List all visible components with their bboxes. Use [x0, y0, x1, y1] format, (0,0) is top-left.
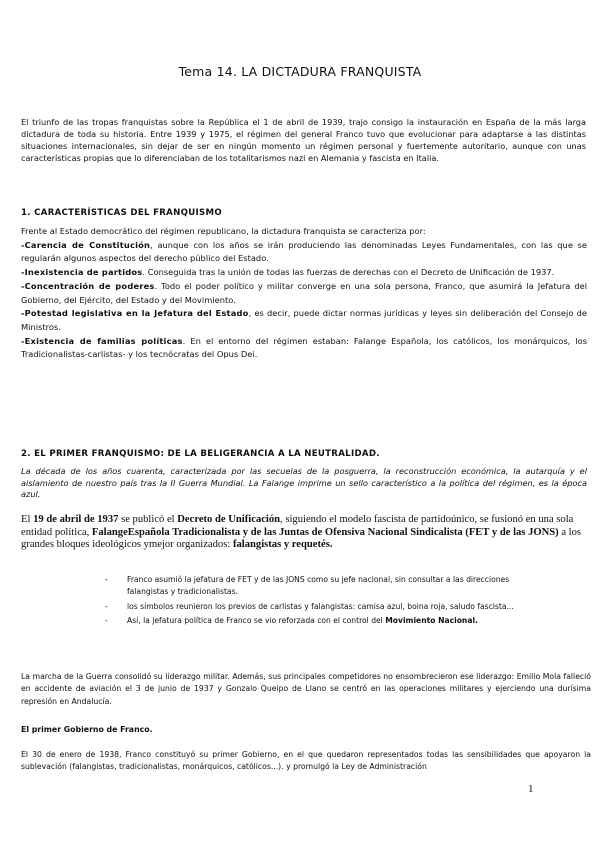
- characteristic-text: . Conseguida tras la unión de todas las fuerzas de derechas con el Decreto de Unificación de 1937.: [142, 267, 555, 278]
- characteristic-text: . En el entorno del régimen estaban: Falange Española, los católicos, los monárquicos, los Tradicionalistas-carlistas- y los tecnócratas del Opus Dei.: [21, 335, 588, 360]
- page-number: 1: [528, 783, 534, 795]
- characteristic-item: [21, 307, 587, 334]
- characteristic-text: , aunque con los años se irán produciendo las denominadas Leyes Fundamentales, con las que se regularán algunos aspectos del derecho público del Estado.: [21, 239, 587, 264]
- page-title: Tema 14. LA DICTADURA FRANQUISTA: [178, 64, 422, 79]
- decree-paragraph: [21, 514, 587, 552]
- bullet-text: Así, la jefatura política de Franco se vio reforzada con el control del: [127, 616, 386, 626]
- characteristic-term: -Inexistencia de partidos: [21, 267, 143, 278]
- characteristic-term: -Existencia de familias políticas: [21, 335, 183, 346]
- decree-text: a los grandes bloques ideológicos ymejor organizados:: [21, 526, 582, 551]
- section-2-heading: 2. EL PRIMER FRANQUISMO: DE LA BELIGERANCIA A LA NEUTRALIDAD.: [21, 449, 380, 459]
- war-paragraph: La marcha de la Guerra consolidó su liderazgo militar. Además, sus principales competidores no ensombrecieron ese liderazgo: Emilio Mola falleció en accidente de aviación el 3 de junio de 1937 y Gonzalo Queipo de Llano se centró en las operaciones militares y ejerciendo una durísima represión en Andalucía.: [21, 672, 591, 706]
- decree-text: El: [21, 514, 34, 525]
- dash-bullet: -: [105, 575, 108, 584]
- bullet-text: Franco asumió la jefatura de FET y de las JONS como su jefe nacional, sin consultar a las direcciones falangistas y tradicionalistas.: [127, 575, 510, 597]
- government-paragraph: El 30 de enero de 1938, Franco constituyó su primer Gobierno, en el que quedaron representados todas las sensibilidades que apoyaron la sublevación (falangistas, tradicionalistas, monárquicos, católicos...). y promulgó la Ley de Administración: [21, 750, 591, 772]
- decree-text: , siguiendo el modelo fascista de partidoúnico, se fusionó en una sola entidad política,: [21, 514, 574, 538]
- characteristic-item: [21, 280, 587, 307]
- bullet-text: los símbolos reunieron los previos de carlistas y falangistas: camisa azul, boina roja, saludo fascista...: [127, 601, 514, 611]
- characteristic-text: . Todo el poder político y militar converge en una sola persona, Franco, que asumirá la Jefatura del Gobierno, del Ejército, del Estado y del Movimiento.: [21, 280, 587, 305]
- characteristic-item: [21, 266, 587, 280]
- characteristic-term: -Carencia de Constitución: [21, 239, 151, 250]
- section-1-body: [21, 225, 587, 362]
- decree-groups: falangistas y requetés.: [232, 539, 333, 551]
- first-government-subheading: El primer Gobierno de Franco.: [21, 725, 153, 734]
- decree-bullet-list: [105, 574, 525, 630]
- decree-name: Decreto de Unificación: [177, 514, 281, 525]
- dash-bullet: -: [105, 616, 108, 626]
- characteristic-item: [21, 335, 587, 362]
- section-1-lead: Frente al Estado democrático del régimen republicano, la dictadura franquista se caracteriza por:: [21, 226, 426, 236]
- dash-bullet: -: [105, 601, 108, 611]
- decree-date: 19 de abril de 1937: [33, 514, 119, 525]
- list-item: [105, 615, 525, 627]
- characteristic-text: , es decir, puede dictar normas jurídicas y leyes sin deliberación del Consejo de Ministros.: [21, 308, 587, 332]
- characteristic-item: [21, 239, 587, 266]
- bullet-bold-text: Movimiento Nacional.: [385, 616, 478, 626]
- section-1-heading: 1. CARACTERÍSTICAS DEL FRANQUISMO: [21, 208, 222, 218]
- party-name: FalangeEspañola Tradicionalista y de las Juntas de Ofensiva Nacional Sindicalista (FET y de las JONS): [91, 526, 559, 538]
- section-2-intro-italic: La década de los años cuarenta, caracterizada por las secuelas de la posguerra, la reconstrucción económica, la autarquía y el aislamiento de nuestro país tras la II Guerra Mundial. La Falange imprime un sello característico a la política del régimen, es la época azul.: [21, 466, 587, 500]
- characteristic-term: -Potestad legislativa en la Jefatura del Estado: [21, 308, 249, 319]
- list-item: [105, 574, 525, 599]
- list-item: [105, 601, 525, 613]
- characteristic-term: -Concentración de poderes: [21, 280, 155, 291]
- intro-paragraph: El triunfo de las tropas franquistas sobre la República el 1 de abril de 1939, trajo consigo la instauración en España de la más larga dictadura de toda su historia. Entre 1939 y 1975, el régimen del general Franco tuvo que evolucionar para adaptarse a las distintas situaciones internacionales, sin dejar de ser en ningún momento un régimen personal y fuertemente autoritario, aunque con unas características propias que lo diferenciaban de los totalitarismos nazi en Alemania y fascista en Italia.: [21, 117, 586, 163]
- decree-text: se publicó el: [118, 514, 178, 525]
